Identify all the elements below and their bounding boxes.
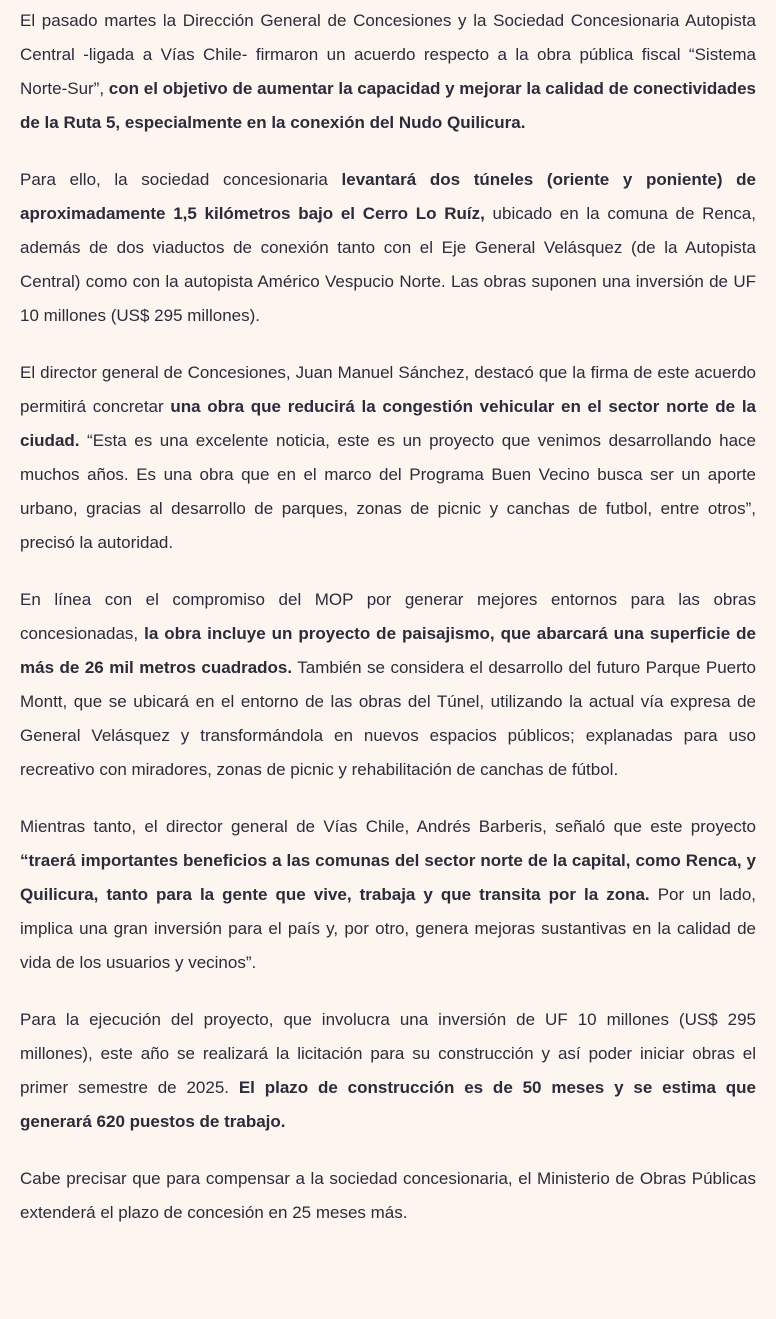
paragraph-compensacion (20, 1162, 756, 1230)
text: Para ello, la sociedad concesionaria (20, 170, 342, 189)
text: Cabe precisar que para compensar a la sociedad concesionaria, el Ministerio de Obras Públicas extenderá el plazo de concesión en 25 meses más. (20, 1169, 756, 1222)
text: En línea con el compromiso del MOP por generar mejores entornos para las obras concesionadas, (20, 590, 756, 643)
text: También se considera el desarrollo del futuro Parque Puerto Montt, que se ubicará en el entorno de las obras del Túnel, utilizando la actual vía expresa de General Velásquez y transformándola en nuevos espacios públicos; explanadas para uso recreativo con miradores, zonas de picnic y rehabilitación de canchas de fútbol. (20, 658, 756, 779)
paragraph-tunnels (20, 163, 756, 333)
highlight-text: la obra incluye un proyecto de paisajismo, que abarcará una superficie de más de 26 mil metros cuadrados. (20, 624, 756, 677)
text: Por un lado, implica una gran inversión para el país y, por otro, genera mejoras sustantivas en la calidad de vida de los usuarios y vecinos”. (20, 885, 756, 972)
text: Para la ejecución del proyecto, que involucra una inversión de UF 10 millones (US$ 295 millones), este año se realizará la licitación para su construcción y así poder iniciar obras el primer semestre de 2025. (20, 1010, 756, 1097)
highlight-text: una obra que reducirá la congestión vehicular en el sector norte de la ciudad. (20, 397, 756, 450)
text: “Esta es una excelente noticia, este es un proyecto que venimos desarrollando hace muchos años. Es una obra que en el marco del Programa Buen Vecino busca ser un aporte urbano, gracias al desarrollo de parques, zonas de picnic y canchas de futbol, entre otros”, precisó la autoridad. (20, 431, 756, 552)
highlight-text: El plazo de construcción es de 50 meses y se estima que generará 620 puestos de trabajo. (20, 1078, 757, 1131)
text: ubicado en la comuna de Renca, además de dos viaductos de conexión tanto con el Eje General Velásquez (de la Autopista Central) como con la autopista Américo Vespucio Norte. Las obras suponen una inversión de UF 10 millones (US$ 295 millones). (20, 204, 756, 325)
highlight-text: levantará dos túneles (oriente y poniente) de aproximadamente 1,5 kilómetros bajo el Cerro Lo Ruíz, (20, 170, 756, 223)
highlight-text: “traerá importantes beneficios a las comunas del sector norte de la capital, como Renca, y Quilicura, tanto para la gente que vive, trabaja y que transita por la zona. (20, 851, 756, 904)
text: El director general de Concesiones, Juan Manuel Sánchez, destacó que la firma de este acuerdo permitirá concretar (20, 363, 756, 416)
paragraph-director-concesiones (20, 356, 756, 560)
text: Mientras tanto, el director general de Vías Chile, Andrés Barberis, señaló que este proyecto (20, 817, 756, 836)
paragraph-ejecucion (20, 1003, 756, 1139)
text: El pasado martes la Dirección General de Concesiones y la Sociedad Concesionaria Autopista Central -ligada a Vías Chile- firmaron un acuerdo respecto a la obra pública fiscal “Sistema Norte-Sur”, (20, 11, 756, 98)
paragraph-vias-chile (20, 810, 756, 980)
paragraph-paisajismo (20, 583, 756, 787)
paragraph-intro (20, 4, 756, 140)
highlight-text: con el objetivo de aumentar la capacidad y mejorar la calidad de conectividades de la Ruta 5, especialmente en la conexión del Nudo Quilicura. (20, 79, 756, 132)
